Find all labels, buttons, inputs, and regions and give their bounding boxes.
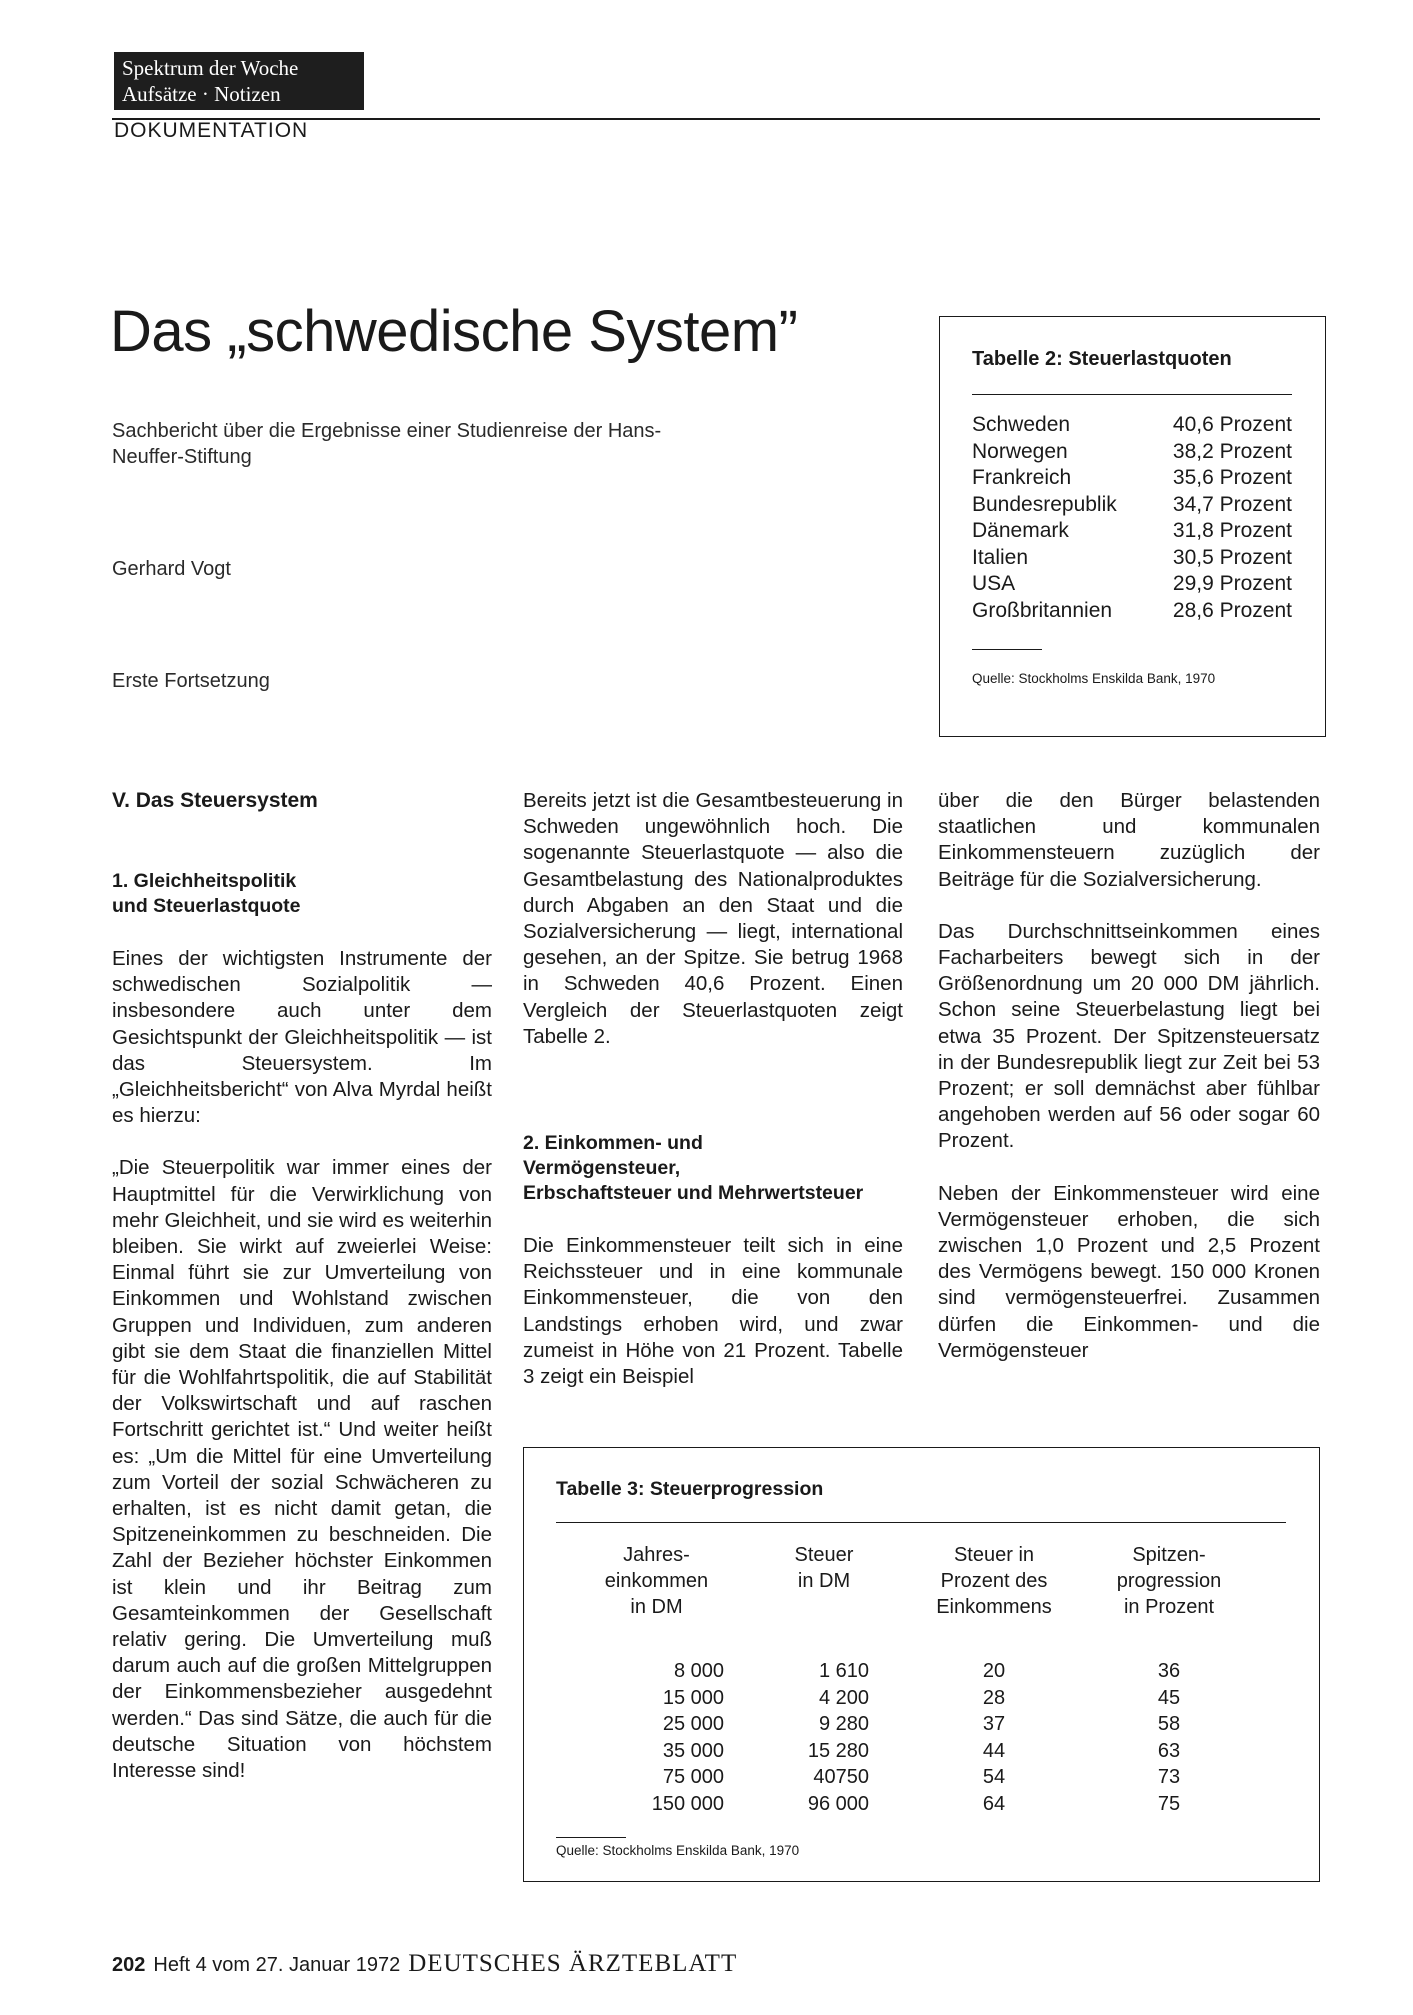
table-cell: 28: [982, 1686, 1006, 1709]
continuation-note: Erste Fortsetzung: [112, 670, 270, 692]
country-cell: Bundesrepublik: [972, 492, 1117, 516]
table-2-box: [939, 316, 1326, 737]
quota-cell: 29,9 Prozent: [1172, 572, 1292, 595]
subheading-2-line-3: Erbschaftsteuer und Mehrwertsteuer: [523, 1182, 864, 1204]
issue-info: Heft 4 vom 27. Januar 1972: [153, 1954, 401, 1976]
country-cell: Italien: [972, 545, 1029, 569]
table-cell: 35 000: [662, 1739, 724, 1762]
column-header-tax: [764, 1542, 884, 1594]
table-cell: 73: [1157, 1766, 1181, 1788]
badge-line-2: Aufsätze · Notizen: [122, 82, 281, 106]
table-cell: 20: [982, 1660, 1006, 1682]
subheading-2: [523, 1131, 903, 1206]
table-2-rule: [972, 394, 1292, 395]
badge-line-1: Spektrum der Woche: [122, 56, 299, 80]
table-3-rule: [556, 1522, 1286, 1523]
table-cell: 150 000: [651, 1792, 724, 1815]
table-cell: 25 000: [662, 1713, 724, 1735]
quota-cell: 35,6 Prozent: [1172, 466, 1292, 489]
subheading-2-line-1: 2. Einkommen- und: [523, 1132, 703, 1154]
table-2-row: [972, 439, 1292, 466]
country-cell: Schweden: [972, 413, 1071, 436]
table-cell: 1 610: [818, 1660, 869, 1682]
table-2-source: Quelle: Stockholms Enskilda Bank, 1970: [972, 671, 1216, 686]
paragraph-3: Bereits jetzt ist die Gesamtbesteuerung in Schweden ungewöhnlich hoch. Die sogenannte Steuerlastquote — also die Gesamtbelastung des Nationalproduktes durch Abgaben an den Staat und die Sozialversicherung — liegt, international gesehen, an der Spitze. Sie betrug 1968 in Schweden 40,6 Prozent. Einen Vergleich der Steuerlastquoten zeigt Tabelle 2.: [523, 789, 903, 1048]
table-3-title: Tabelle 3: Steuerprogression: [556, 1478, 824, 1500]
column-2: [523, 788, 903, 1050]
section-badge: [114, 52, 364, 110]
table-2-title: Tabelle 2: Steuerlastquoten: [972, 348, 1232, 370]
article-subtitle: Sachbericht über die Ergebnisse einer Studienreise der Hans-Neuffer-Stiftung: [112, 420, 662, 468]
section-heading: V. Das Steuersystem: [112, 789, 318, 812]
header-line: einkommen: [604, 1570, 709, 1592]
header-line: Prozent des: [940, 1570, 1048, 1592]
country-cell: Frankreich: [972, 466, 1072, 489]
subheading-1-line-2: und Steuerlastquote: [112, 895, 301, 917]
column-2-text: [523, 1233, 903, 1390]
table-cell: 45: [1157, 1686, 1181, 1709]
section-label: DOKUMENTATION: [114, 119, 309, 142]
table-2-row: [972, 545, 1292, 572]
magazine-name: DEUTSCHES ÄRZTEBLATT: [408, 1950, 738, 1977]
table-cell: 63: [1157, 1739, 1181, 1762]
paragraph-2: „Die Steuerpolitik war immer eines der Hauptmittel für die Verwirklichung von mehr Gleichheit, und sie wird es weiterhin bleiben. Sie wirkt auf zweierlei Weise: Einmal führt sie zur Umverteilung von Einkommen und Wohlstand zwischen Gruppen und Individuen, zum anderen gibt sie dem Staat die finanziellen Mittel für die Wohlfahrtspolitik, die auf Stabilität der Volkswirtschaft und auf raschen Fortschritt gerichtet ist.“ Und weiter heißt es: „Um die Mittel für eine Umverteilung zum Vorteil der sozial Schwächeren zu erhalten, ist es nicht damit getan, die Spitzeneinkommen zu beschneiden. Die Zahl der Bezieher höchster Einkommen ist klein und ihr Beitrag zum Gesamteinkommen der Gesellschaft relativ gering. Die Umverteilung muß darum auch auf die großen Mittelgruppen der Einkommensbezieher ausgedehnt werden.“ Das sind Sätze, die auch für die deutsche Situation von höchstem Interesse sind!: [112, 1156, 492, 1783]
column-header-progression: [1099, 1542, 1239, 1620]
country-cell: Norwegen: [972, 439, 1068, 463]
table-3-source-rule: [556, 1837, 626, 1838]
tax-column: [769, 1658, 869, 1817]
progression-column: [1129, 1658, 1209, 1817]
column-1-text: [112, 946, 492, 1784]
table-2-row: [972, 598, 1292, 625]
subheading-2-line-2: Vermögensteuer,: [523, 1157, 681, 1179]
table-cell: 96 000: [807, 1792, 869, 1815]
table-cell: 58: [1157, 1713, 1181, 1735]
table-3-box: [523, 1447, 1320, 1882]
article-author: Gerhard Vogt: [112, 558, 231, 580]
table-2-row: [972, 412, 1292, 439]
paragraph-1: Eines der wichtigsten Instrumente der schwedischen Sozialpolitik — insbesondere auch unter dem Gesichtspunkt der Gleichheitspolitik — ist das Steuersystem. Im „Gleichheitsbericht“ von Alva Myrdal heißt es hierzu:: [112, 947, 492, 1128]
quota-cell: 38,2 Prozent: [1172, 439, 1292, 463]
paragraph-5: über die den Bürger belastenden staatlichen und kommunalen Einkommensteuern zuzüglich der Beiträge für die Sozialversicherung.: [938, 789, 1320, 891]
table-cell: 37: [982, 1713, 1006, 1735]
tax-percent-column: [954, 1658, 1034, 1817]
table-3-source: Quelle: Stockholms Enskilda Bank, 1970: [556, 1843, 800, 1858]
header-line: in DM: [797, 1570, 851, 1592]
article-title: Das „schwedische System”: [110, 299, 798, 364]
table-cell: 15 280: [807, 1739, 869, 1762]
table-2-source-rule: [972, 649, 1042, 650]
column-1: [112, 788, 492, 814]
table-cell: 8 000: [673, 1660, 724, 1682]
table-2-row: [972, 571, 1292, 598]
paragraph-4: Die Einkommensteuer teilt sich in eine Reichssteuer und in eine kommunale Einkommensteuer, die von den Landstings erhoben wird, und zwar zumeist in Höhe von 21 Prozent. Tabelle 3 zeigt ein Beispiel: [523, 1234, 903, 1389]
table-2-row: [972, 465, 1292, 492]
header-line: Steuer in: [953, 1544, 1035, 1566]
table-cell: 44: [982, 1739, 1006, 1762]
page-number: 202: [112, 1954, 146, 1976]
page-footer: [112, 1950, 737, 1978]
country-cell: Dänemark: [972, 519, 1069, 542]
table-2-row: [972, 518, 1292, 545]
header-line: Spitzen-: [1132, 1544, 1206, 1566]
country-cell: Großbritannien: [972, 598, 1113, 622]
header-line: progression: [1116, 1570, 1222, 1592]
table-2-row: [972, 492, 1292, 519]
quota-cell: 34,7 Prozent: [1172, 492, 1292, 516]
country-cell: USA: [972, 572, 1016, 595]
subheading-1: [112, 869, 492, 919]
table-2-list: [972, 412, 1292, 624]
header-line: Jahres-: [623, 1544, 690, 1566]
table-cell: 75: [1157, 1792, 1181, 1815]
table-cell: 36: [1157, 1660, 1181, 1682]
table-cell: 40750: [813, 1766, 869, 1788]
header-line: in DM: [630, 1596, 683, 1618]
quota-cell: 40,6 Prozent: [1172, 413, 1292, 436]
header-line: Einkommens: [936, 1596, 1052, 1618]
quota-cell: 30,5 Prozent: [1172, 545, 1292, 569]
table-cell: 64: [982, 1792, 1006, 1815]
quota-cell: 28,6 Prozent: [1172, 598, 1292, 622]
table-cell: 4 200: [818, 1686, 869, 1709]
income-column: [624, 1658, 724, 1817]
column-header-income: [574, 1542, 739, 1620]
table-cell: 54: [982, 1766, 1006, 1788]
column-3: [938, 788, 1320, 1364]
header-line: in Prozent: [1123, 1596, 1215, 1618]
table-cell: 9 280: [818, 1713, 869, 1735]
subheading-1-line-1: 1. Gleichheitspolitik: [112, 870, 297, 892]
table-cell: 15 000: [662, 1686, 724, 1709]
paragraph-7: Neben der Einkommensteuer wird eine Vermögensteuer erhoben, die sich zwischen 1,0 Prozent und 2,5 Prozent des Vermögens bewegt. 150 000 Kronen sind vermögensteuerfrei. Zusammen dürfen die Einkommen- und die Vermögensteuer: [938, 1181, 1320, 1362]
table-cell: 75 000: [662, 1766, 724, 1788]
header-line: Steuer: [794, 1544, 854, 1566]
quota-cell: 31,8 Prozent: [1172, 519, 1292, 542]
column-header-tax-percent: [914, 1542, 1074, 1620]
paragraph-6: Das Durchschnittseinkommen eines Facharbeiters bewegt sich in der Größenordnung um 20 000 DM jährlich. Schon seine Steuerbelastung liegt bei etwa 35 Prozent. Der Spitzensteuersatz in der Bundesrepublik liegt zur Zeit bei 53 Prozent; er soll demnächst aber fühlbar angehoben werden auf 56 oder sogar 60 Prozent.: [938, 919, 1320, 1153]
